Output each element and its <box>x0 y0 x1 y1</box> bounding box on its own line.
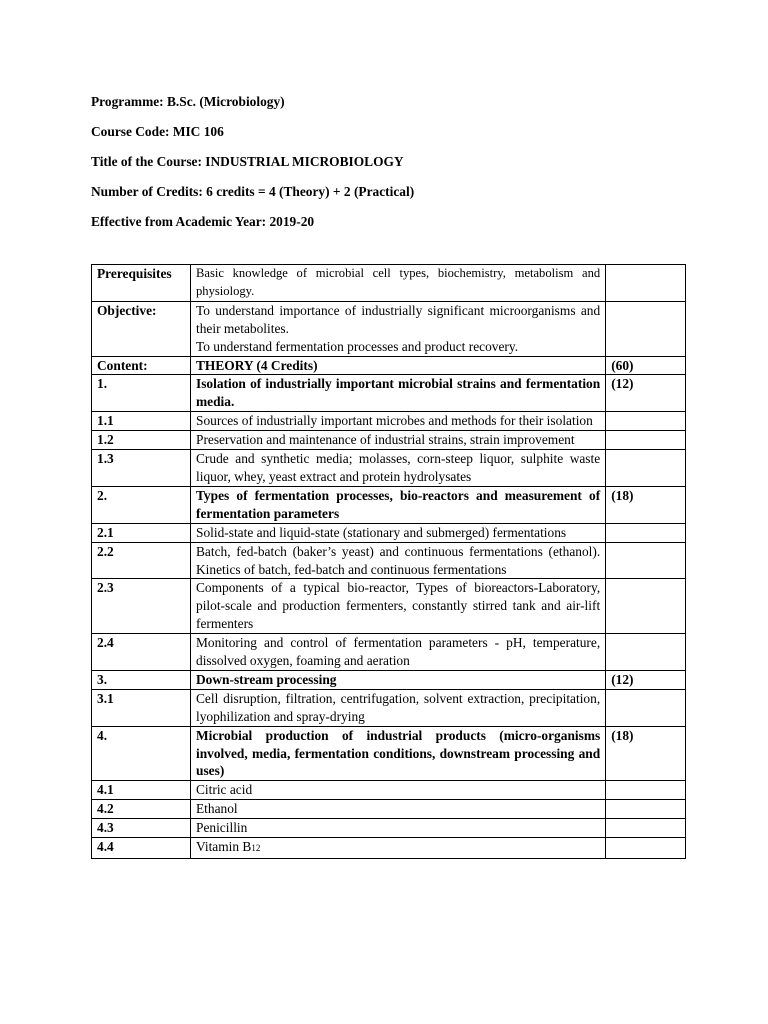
effective-year-line: Effective from Academic Year: 2019-20 <box>91 214 315 229</box>
objective-hours <box>606 301 686 356</box>
row-topic: Isolation of industrially important microbial strains and fermentation media. <box>191 375 606 412</box>
table-row <box>92 375 686 412</box>
row-hours: (12) <box>606 375 686 412</box>
row-number: 3. <box>92 670 191 689</box>
vitamin-subscript: 12 <box>251 843 261 854</box>
content-row <box>92 356 686 375</box>
row-number: 4.2 <box>92 800 191 819</box>
content-label: Content: <box>92 356 191 375</box>
row-number: 1.2 <box>92 431 191 450</box>
table-row <box>92 689 686 726</box>
table-row <box>92 450 686 487</box>
row-hours <box>606 450 686 487</box>
prerequisites-row <box>92 265 686 302</box>
table-row <box>92 781 686 800</box>
row-topic: Preservation and maintenance of industrial strains, strain improvement <box>191 431 606 450</box>
row-number: 3.1 <box>92 689 191 726</box>
row-hours: (12) <box>606 670 686 689</box>
table-row <box>92 838 686 859</box>
row-hours <box>606 579 686 634</box>
row-hours <box>606 412 686 431</box>
objective-row <box>92 301 686 356</box>
objective-line-1: To understand importance of industrially significant microorganisms and their metabolites. <box>196 302 601 336</box>
table-row <box>92 523 686 542</box>
table-row <box>92 579 686 634</box>
row-number: 2.3 <box>92 579 191 634</box>
table-row <box>92 670 686 689</box>
row-topic: Monitoring and control of fermentation parameters - pH, temperature, dissolved oxygen, foaming and aeration <box>191 634 606 671</box>
vitamin-text: Vitamin B <box>196 839 252 855</box>
row-number: 1.3 <box>92 450 191 487</box>
row-number: 1.1 <box>92 412 191 431</box>
row-hours <box>606 781 686 800</box>
row-hours <box>606 542 686 579</box>
row-topic: Components of a typical bio-reactor, Types of bioreactors-Laboratory, pilot-scale and production fermenters, constantly stirred tank and air-lift fermenters <box>191 579 606 634</box>
row-number: 4. <box>92 726 191 781</box>
course-code-line: Course Code: MIC 106 <box>91 124 224 139</box>
row-topic: Crude and synthetic media; molasses, corn-steep liquor, sulphite waste liquor, whey, yeast extract and protein hydrolysates <box>191 450 606 487</box>
row-topic: Ethanol <box>191 800 606 819</box>
row-topic: Sources of industrially important microbes and methods for their isolation <box>191 412 606 431</box>
row-topic: Solid-state and liquid-state (stationary and submerged) fermentations <box>191 523 606 542</box>
row-hours <box>606 819 686 838</box>
row-number: 2. <box>92 486 191 523</box>
row-number: 4.1 <box>92 781 191 800</box>
prerequisites-label: Prerequisites <box>92 265 191 302</box>
course-header <box>91 93 691 243</box>
row-hours <box>606 431 686 450</box>
table-row <box>92 819 686 838</box>
row-hours <box>606 634 686 671</box>
row-hours: (18) <box>606 486 686 523</box>
prerequisites-text: Basic knowledge of microbial cell types, biochemistry, metabolism and physiology. <box>191 265 606 302</box>
row-topic: Citric acid <box>191 781 606 800</box>
row-number: 2.4 <box>92 634 191 671</box>
row-number: 1. <box>92 375 191 412</box>
row-hours <box>606 800 686 819</box>
prerequisites-hours <box>606 265 686 302</box>
table-row <box>92 800 686 819</box>
row-number: 2.1 <box>92 523 191 542</box>
row-hours <box>606 689 686 726</box>
row-topic: Penicillin <box>191 819 606 838</box>
row-hours <box>606 523 686 542</box>
row-topic: Down-stream processing <box>191 670 606 689</box>
programme-line: Programme: B.Sc. (Microbiology) <box>91 94 285 109</box>
table-row <box>92 634 686 671</box>
row-number: 4.4 <box>92 838 191 859</box>
credits-line: Number of Credits: 6 credits = 4 (Theory) + 2 (Practical) <box>91 184 415 199</box>
row-number: 2.2 <box>92 542 191 579</box>
table-row <box>92 486 686 523</box>
row-number: 4.3 <box>92 819 191 838</box>
objective-label: Objective: <box>92 301 191 356</box>
content-text: THEORY (4 Credits) <box>191 356 606 375</box>
table-row <box>92 412 686 431</box>
row-topic: Types of fermentation processes, bio-reactors and measurement of fermentation parameters <box>191 486 606 523</box>
table-row <box>92 431 686 450</box>
table-row <box>92 542 686 579</box>
objective-line-2: To understand fermentation processes and product recovery. <box>196 338 519 354</box>
table-row <box>92 726 686 781</box>
content-hours: (60) <box>606 356 686 375</box>
row-topic: Cell disruption, filtration, centrifugation, solvent extraction, precipitation, lyophilization and spray-drying <box>191 689 606 726</box>
syllabus-table <box>91 264 686 859</box>
row-hours: (18) <box>606 726 686 781</box>
row-topic-vitamin <box>191 838 606 859</box>
objective-text <box>191 301 606 356</box>
row-hours <box>606 838 686 859</box>
row-topic: Microbial production of industrial products (micro-organisms involved, media, fermentation conditions, downstream processing and uses) <box>191 726 606 781</box>
course-title-line: Title of the Course: INDUSTRIAL MICROBIOLOGY <box>91 154 404 169</box>
row-topic: Batch, fed-batch (baker’s yeast) and continuous fermentations (ethanol). Kinetics of batch, fed-batch and continuous fermentations <box>191 542 606 579</box>
